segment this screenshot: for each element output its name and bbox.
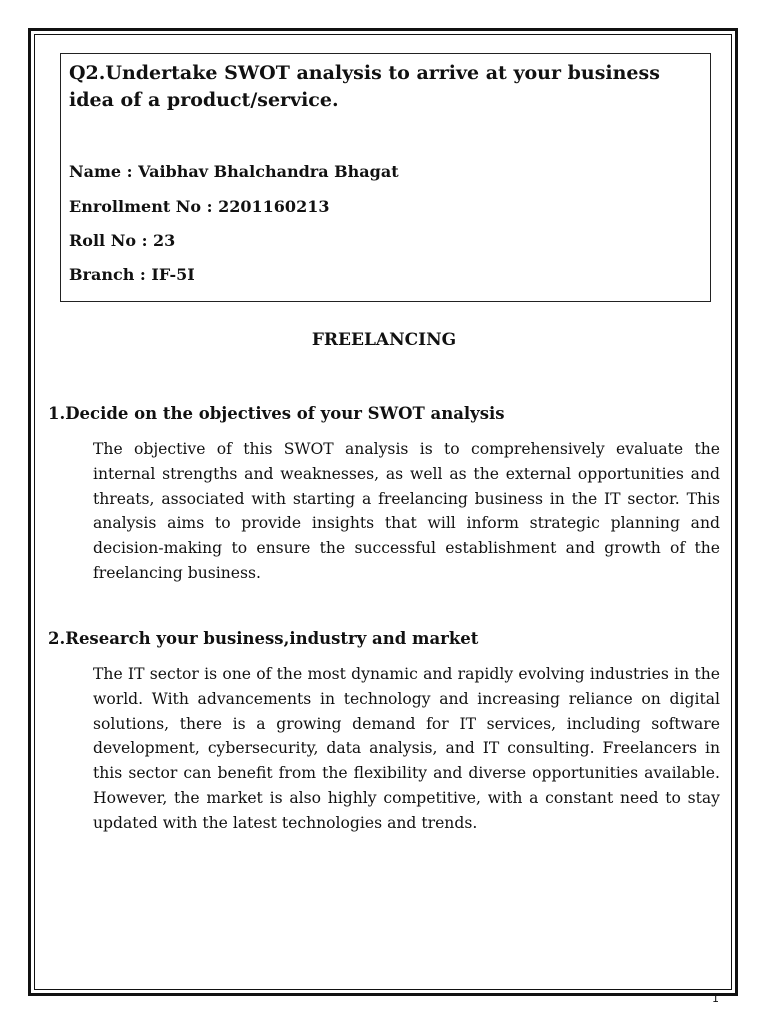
branch: Branch : IF-5I bbox=[69, 265, 195, 284]
section-1-heading: 1.Decide on the objectives of your SWOT analysis bbox=[48, 404, 505, 423]
question-heading: Q2.Undertake SWOT analysis to arrive at your business idea of a product/service. bbox=[69, 62, 660, 111]
student-name: Name : Vaibhav Bhalchandra Bhagat bbox=[69, 162, 399, 181]
section-2-body: The IT sector is one of the most dynamic and rapidly evolving industries in the world. With advancements in technology and increasing reliance on digital solutions, there is a growing demand for IT services, including software development, cybersecurity, data analysis, and IT consulting. Freelancers in this sector can benefit from the flexibility and diverse opportunities available. However, the market is also highly competitive, with a constant need to stay updated with the latest technologies and trends. bbox=[93, 665, 720, 832]
page-number: 1 bbox=[712, 992, 719, 1005]
header-box bbox=[60, 53, 711, 302]
section-1-body: The objective of this SWOT analysis is to comprehensively evaluate the internal strengths and weaknesses, as well as the external opportunities and threats, associated with starting a freelancing business in the IT sector. This analysis aims to provide insights that will inform strategic planning and decision-making to ensure the successful establishment and growth of the freelancing business. bbox=[93, 440, 720, 582]
section-2-heading: 2.Research your business,industry and market bbox=[48, 629, 479, 648]
roll-number: Roll No : 23 bbox=[69, 231, 176, 250]
document-title: FREELANCING bbox=[311, 330, 457, 350]
enrollment-number: Enrollment No : 2201160213 bbox=[69, 197, 330, 216]
